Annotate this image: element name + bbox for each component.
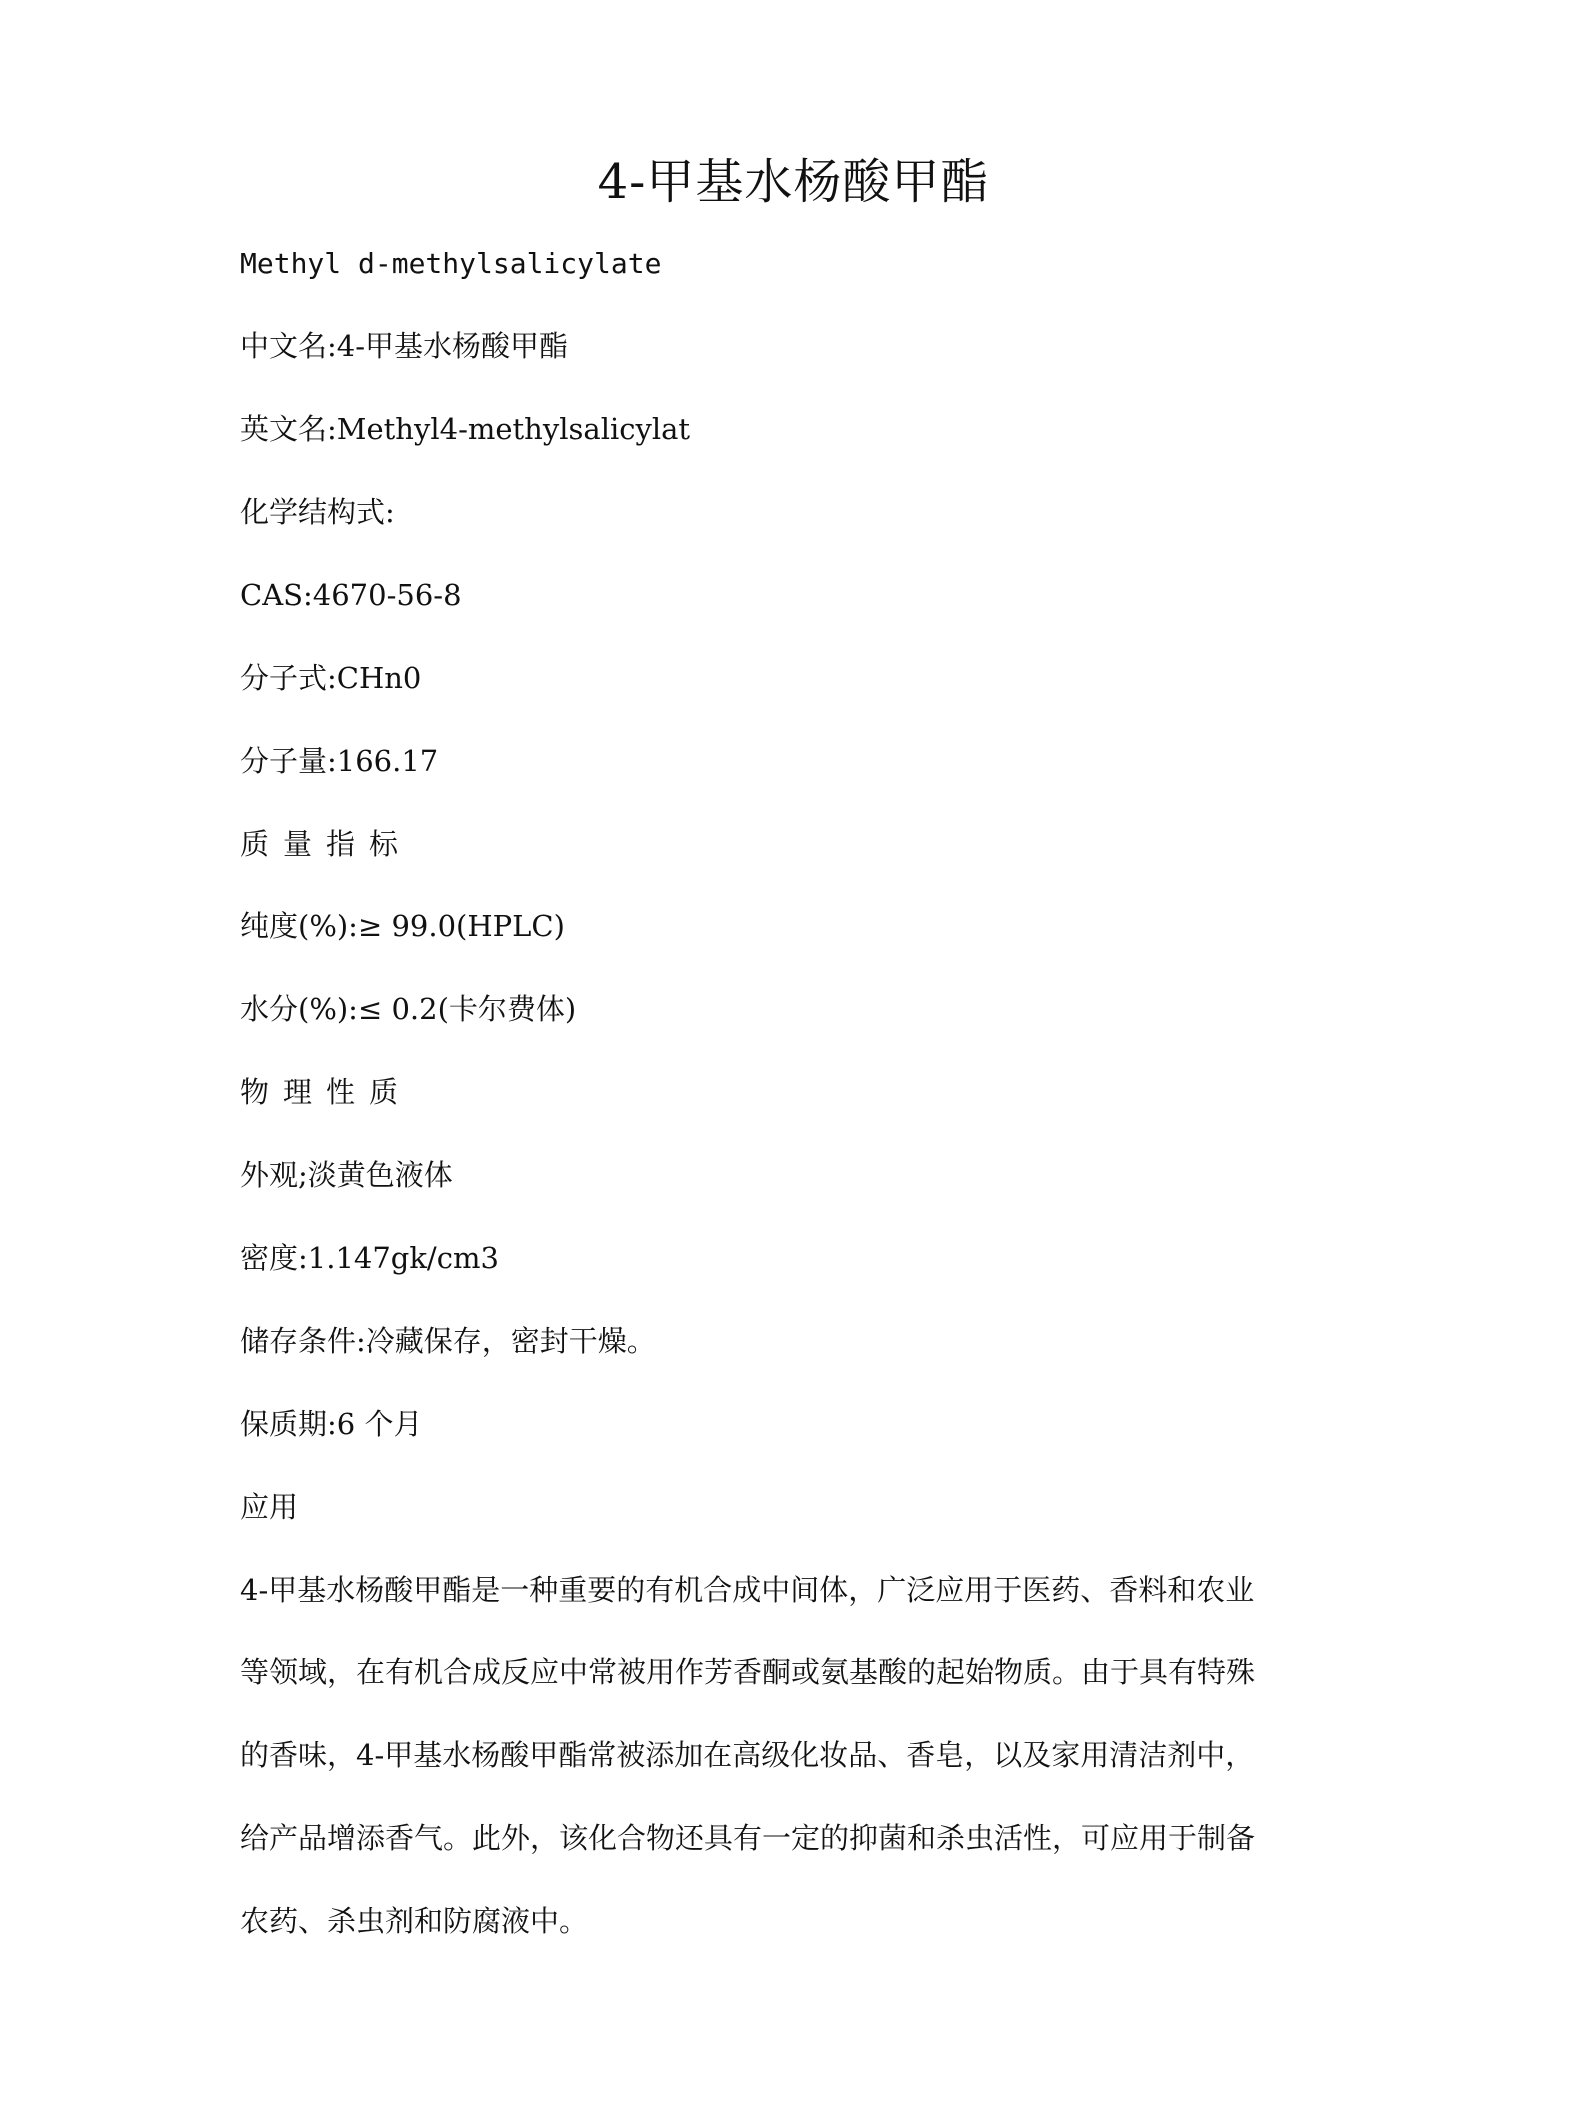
formula-field: 分子式:CHn0	[240, 661, 422, 695]
application-paragraph-line: 等领域，在有机合成反应中常被用作芳香酮或氨基酸的起始物质。由于具有特殊	[240, 1655, 1256, 1689]
appearance-field: 外观;淡黄色液体	[240, 1158, 453, 1192]
moisture-field: 水分(%):≤ 0.2(卡尔费体)	[240, 992, 577, 1026]
application-paragraph-line: 给产品增添香气。此外，该化合物还具有一定的抑菌和杀虫活性，可应用于制备	[240, 1821, 1256, 1855]
chinese-name-field: 中文名:4-甲基水杨酸甲酯	[240, 329, 569, 363]
english-subtitle: Methyl d-methylsalicylate	[240, 247, 662, 280]
mol-weight-field: 分子量:166.17	[240, 744, 439, 778]
cas-field: CAS:4670-56-8	[240, 578, 462, 612]
quality-heading: 质量指标	[240, 827, 413, 861]
shelf-life-field: 保质期:6 个月	[240, 1407, 423, 1441]
application-paragraph-line: 农药、杀虫剂和防腐液中。	[240, 1904, 589, 1938]
english-name-field: 英文名:Methyl4-methylsalicylat	[240, 412, 691, 446]
application-heading: 应用	[240, 1490, 299, 1524]
document-title: 4-甲基水杨酸甲酯	[597, 154, 990, 210]
physical-heading: 物理性质	[240, 1075, 413, 1109]
application-paragraph-line: 4-甲基水杨酸甲酯是一种重要的有机合成中间体，广泛应用于医药、香料和农业	[240, 1573, 1255, 1607]
purity-field: 纯度(%):≥ 99.0(HPLC)	[240, 909, 565, 943]
storage-field: 储存条件:冷藏保存，密封干燥。	[240, 1324, 656, 1358]
structure-field: 化学结构式:	[240, 495, 395, 529]
application-paragraph-line: 的香味，4-甲基水杨酸甲酯常被添加在高级化妆品、香皂，以及家用清洁剂中，	[240, 1738, 1255, 1772]
density-field: 密度:1.147gk/cm3	[240, 1241, 499, 1275]
